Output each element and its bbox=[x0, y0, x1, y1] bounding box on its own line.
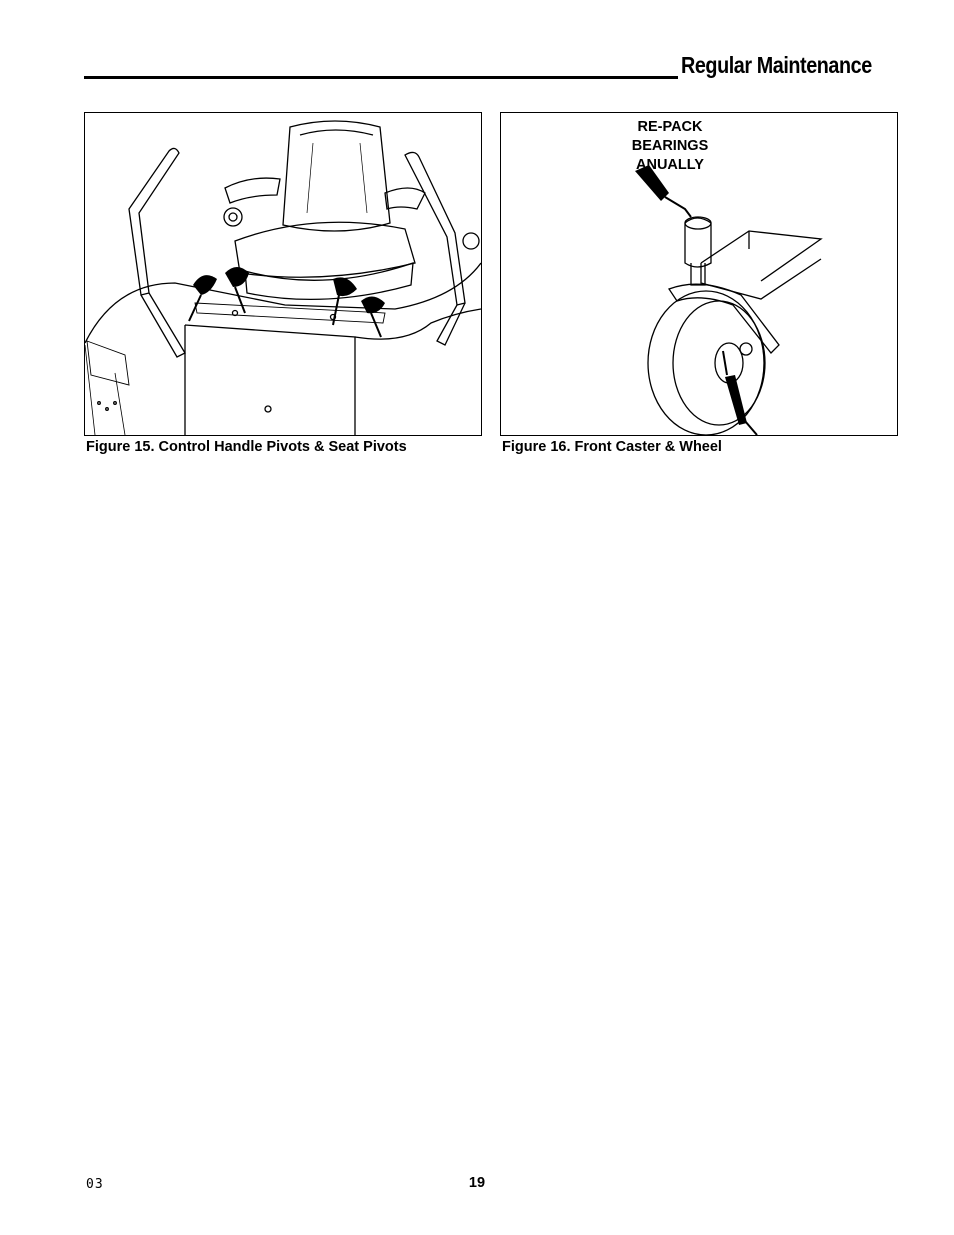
callout-line: BEARINGS bbox=[631, 138, 709, 154]
callout-line: ANUALLY bbox=[636, 157, 704, 173]
section-title: Regular Maintenance bbox=[681, 52, 872, 78]
figure-16-callout bbox=[610, 118, 730, 175]
mower-seat-drawing bbox=[85, 113, 481, 435]
figure-15-caption: Figure 15. Control Handle Pivots & Seat Pivots bbox=[86, 439, 407, 455]
page-number: 19 bbox=[468, 1175, 486, 1191]
header-rule bbox=[84, 76, 678, 79]
document-code: 03 bbox=[86, 1177, 104, 1192]
figure-16-caption: Figure 16. Front Caster & Wheel bbox=[502, 439, 722, 455]
figure-15-illustration bbox=[84, 112, 482, 436]
callout-line: RE-PACK bbox=[637, 119, 703, 135]
